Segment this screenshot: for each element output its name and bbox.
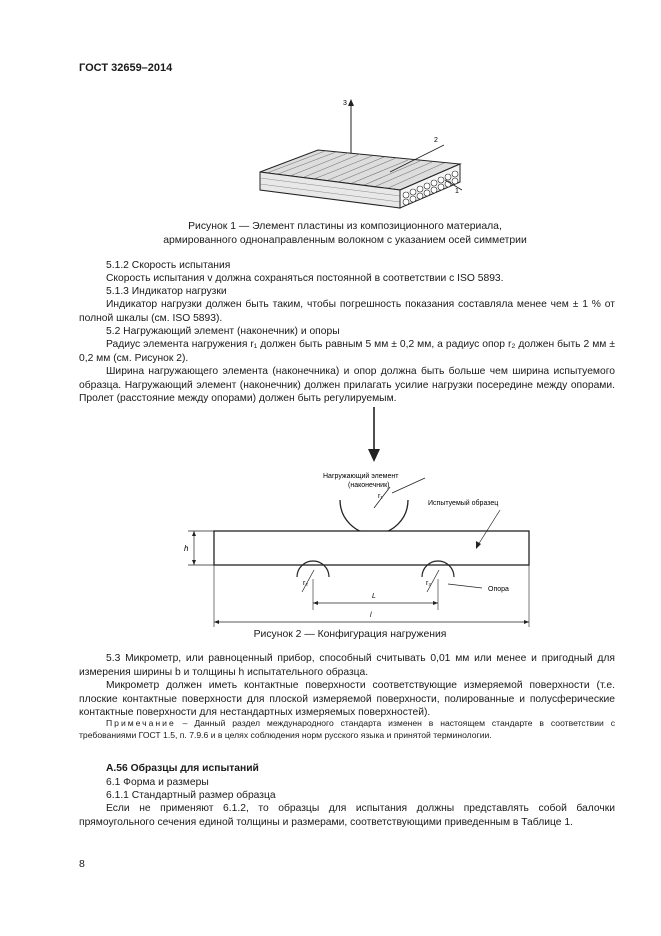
specimen-label: Испытуемый образец (428, 500, 499, 507)
r2-left-label: r₂ (303, 580, 309, 587)
length-label: l (370, 612, 372, 619)
section-5-1-2-heading: 5.1.2 Скорость испытания (106, 260, 231, 271)
span-label: L (372, 593, 376, 600)
note-block (79, 717, 615, 742)
axis-3-label: 3 (343, 100, 347, 107)
section-a56-heading: А.56 Образцы для испытаний (106, 763, 259, 774)
note-label: Примечание (106, 718, 176, 728)
page-number: 8 (79, 858, 85, 870)
paragraph-loading-element: Ширина нагружающего элемента (наконечника) и опор должна быть больше чем ширина испытуемого образца. Нагружающий элемент (наконечник) должен прилагать усилие нагрузки посередине между опорами. Пролет (расстояние между опорами) должен быть регулируемым. (79, 366, 615, 405)
section-6-1-1-heading: 6.1.1 Стандартный размер образца (106, 790, 276, 801)
section-5-1-3-heading: 5.1.3 Индикатор нагрузки (106, 286, 227, 297)
loader-label-line-2: (наконечник) (348, 482, 390, 489)
figure-1-caption-line-1: Рисунок 1 — Элемент пластины из композиционного материала, (188, 221, 502, 232)
section-6-1-heading: 6.1 Форма и размеры (106, 777, 209, 788)
section-5-3-paragraph: 5.3 Микрометр, или равноценный прибор, способный считывать 0,01 мм или менее и пригодный для измерения ширины b и толщины h испытательного образца. (79, 653, 615, 678)
section-5-2-heading: 5.2 Нагружающий элемент (наконечник) и опоры (106, 326, 340, 337)
paragraph-load-indicator: Индикатор нагрузки должен быть таким, чтобы погрешность показания составляла менее чем ± 1 % от полной шкалы (см. ISO 5893). (79, 299, 615, 324)
r2-right-label: r₂ (426, 580, 432, 587)
loader-label-line-1: Нагружающий элемент (323, 473, 399, 480)
note-text: – Данный раздел международного стандарта изменен в настоящем стандарте в соответствии с требованиями ГОСТ 1.5, п. 7.9.6 и в целях соблюдения норм русского языка и принятой терминологии. (79, 718, 615, 741)
figure-2-caption: Рисунок 2 — Конфигурация нагружения (253, 629, 447, 640)
paragraph-micrometer: Микрометр должен иметь контактные поверхности соответствующие измеряемой поверхности (т.е. плоские контактные поверхности для плоской измеряемой поверхности, полированные и полусферические контактные поверхности для нестандартных измеряемых поверхностей). (79, 680, 615, 719)
paragraph-specimens: Если не применяют 6.1.2, то образцы для испытания должны представлять собой балочки прямоугольного сечения единой толщины и размерами, соответствующими приведенным в Таблице 1. (79, 803, 615, 828)
support-label: Опора (488, 586, 509, 593)
figure-1-drawing (240, 90, 480, 220)
document-header: ГОСТ 32659–2014 (79, 62, 173, 74)
axis-2-label: 2 (434, 137, 438, 144)
h-label: h (184, 544, 189, 553)
axis-1-label: 1 (455, 188, 459, 195)
figure-1-caption-line-2: армированного однонаправленным волокном с указанием осей симметрии (163, 235, 527, 246)
paragraph-radius: Радиус элемента нагружения r₁ должен быть равным 5 мм ± 0,2 мм, а радиус опор r₂ должен быть 2 мм ± 0,2 мм (см. Рисунок 2). (79, 339, 615, 364)
paragraph-test-speed: Скорость испытания v должна сохраняться постоянной в соответствии с ISO 5893. (106, 273, 504, 284)
r1-label: r₁ (378, 493, 383, 500)
figure-2-drawing (170, 405, 540, 630)
